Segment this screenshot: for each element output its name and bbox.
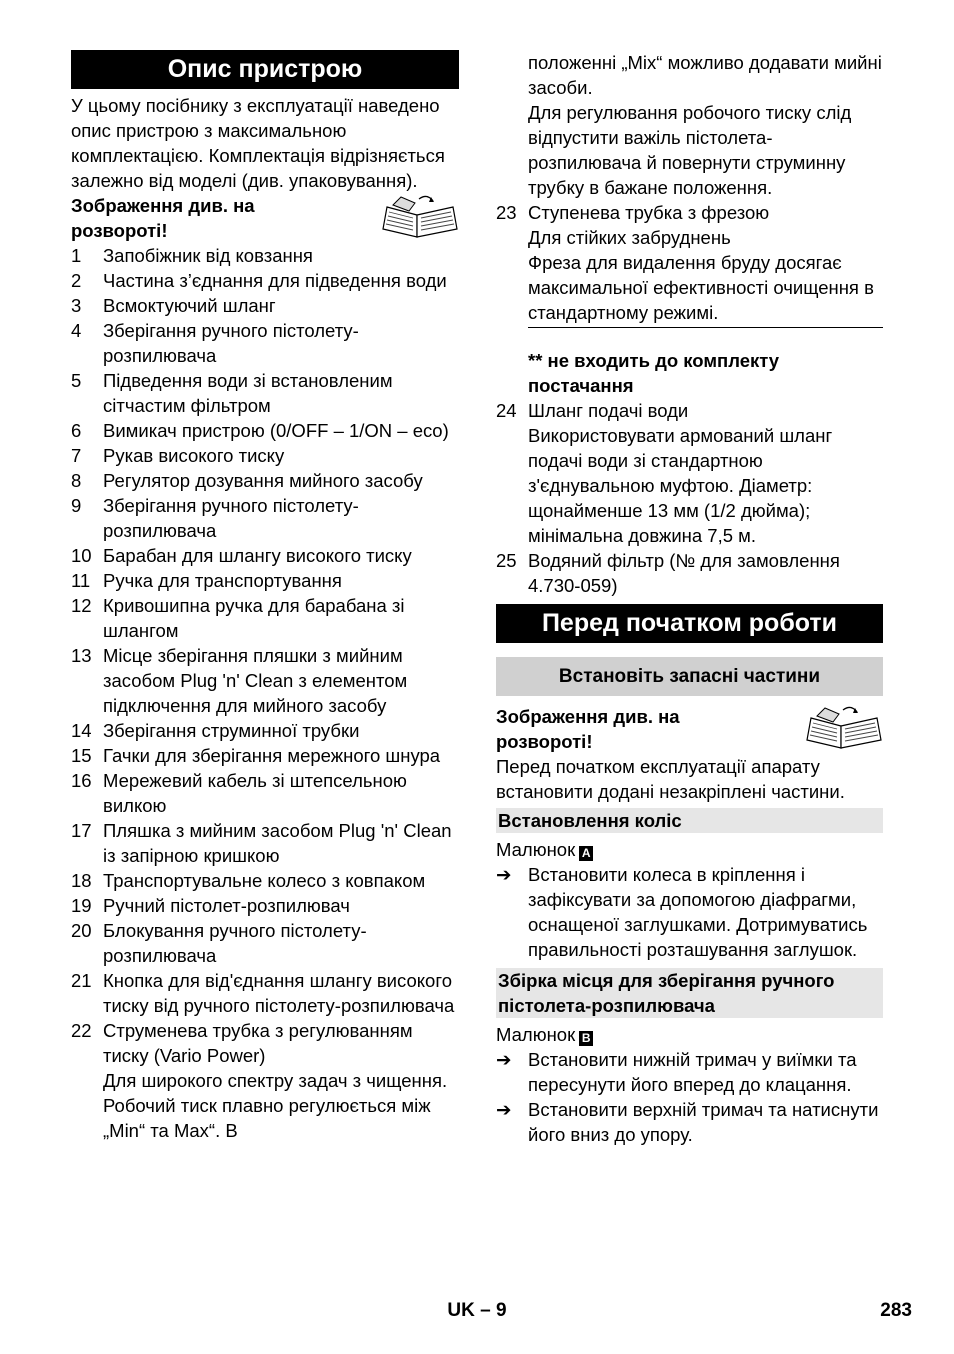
section-heading-before-start: Перед початком роботи <box>496 604 883 643</box>
step-text: Встановити колеса в кріплення і зафіксувати за допомогою діафрагми, оснащеної заглушками. Дотримуватись правильності розташування заглушок. <box>528 864 868 960</box>
arrow-icon: ➔ <box>496 1049 512 1070</box>
item-number: 10 <box>71 545 92 566</box>
divider <box>528 327 883 328</box>
item-number: 23 <box>496 202 517 223</box>
list-item <box>71 243 459 268</box>
item-number: 15 <box>71 745 92 766</box>
item-text: Кнопка для від'єднання шлангу високого тиску від ручного пістолету-розпилювача <box>103 970 455 1016</box>
not-included-note: ** не входить до комплекту постачання <box>528 350 780 396</box>
list-item <box>71 968 459 1018</box>
item-number: 8 <box>71 470 82 491</box>
item-text: Блокування ручного пістолету-розпилювача <box>103 920 367 966</box>
item-text: Ступенева трубка з фрезою <box>528 202 770 223</box>
list-item <box>71 818 459 868</box>
figure-reference-text: Зображення див. на розвороті! <box>496 706 680 752</box>
item-number: 16 <box>71 770 92 791</box>
item-number: 14 <box>71 720 92 741</box>
item-text: Регулятор дозування мийного засобу <box>103 470 423 491</box>
subheading-spare-parts: Встановіть запасні частини <box>496 657 883 696</box>
item-number: 9 <box>71 495 82 516</box>
item-number: 13 <box>71 645 92 666</box>
list-item <box>71 1018 459 1068</box>
figure-label-b <box>496 1022 883 1047</box>
figure-label-text: Малюнок <box>496 1024 576 1045</box>
list-item <box>71 918 459 968</box>
item-text: Підведення води зі встановленим сітчастим фільтром <box>103 370 393 416</box>
item-number: 11 <box>71 570 91 591</box>
item-text: Вимикач пристрою (0/OFF – 1/ON – eco) <box>103 420 449 441</box>
figure-badge-a: A <box>579 846 593 861</box>
item-text: Всмоктуючий шланг <box>103 295 276 316</box>
item-number: 5 <box>71 370 82 391</box>
item-text: Барабан для шлангу високого тиску <box>103 545 412 566</box>
section-heading-description: Опис пристрою <box>71 50 459 89</box>
arrow-icon: ➔ <box>496 864 512 885</box>
list-item <box>71 743 459 768</box>
item-number: 2 <box>71 270 82 291</box>
item-24-description: Використовувати армований шланг подачі води зі стандартною з'єднувальною муфтою. Діаметр: щонайменше 13 мм (1/2 дюйма); мінімальна довжина 7,5 м. <box>528 425 833 546</box>
list-item <box>71 368 459 418</box>
list-item <box>71 468 459 493</box>
item-number: 4 <box>71 320 82 341</box>
right-column <box>496 50 883 1147</box>
item-text: Струменева трубка з регулюванням тиску (Vario Power) <box>103 1020 413 1066</box>
list-item <box>71 593 459 643</box>
step-text: Встановити нижній тримач у виїмки та пересунути його вперед до клацання. <box>528 1049 857 1095</box>
item-number: 1 <box>71 245 82 266</box>
item-22-continuation-2: Для регулювання робочого тиску слід відпустити важіль пістолета-розпилювача й повернути струминну трубку в бажане положення. <box>528 102 852 198</box>
list-item <box>71 418 459 443</box>
item-text: Транспортувальне колесо з ковпаком <box>103 870 426 891</box>
list-item-24 <box>496 398 883 423</box>
holder-step-1 <box>496 1047 883 1097</box>
list-item <box>71 268 459 293</box>
list-item <box>71 768 459 818</box>
list-item <box>71 568 459 593</box>
subheading-wheels: Встановлення коліс <box>496 808 883 833</box>
item-23-description-2: Фреза для видалення бруду досягає максимальної ефективності очищення в стандартному режимі. <box>528 252 874 323</box>
item-22-description: Для широкого спектру задач з чищення. Робочий тиск плавно регулюється між „Min“ та Max“. В <box>103 1070 448 1141</box>
item-number: 18 <box>71 870 92 891</box>
list-item-25 <box>496 548 883 598</box>
figure-badge-b: B <box>579 1031 593 1046</box>
footer-section-label: UK – 9 <box>447 1300 507 1321</box>
wheels-step <box>496 862 883 962</box>
figure-reference <box>71 193 459 243</box>
item-text: Частина з’єднання для підведення води <box>103 270 447 291</box>
item-number: 19 <box>71 895 92 916</box>
item-text: Ручний пістолет-розпилювач <box>103 895 350 916</box>
item-number: 25 <box>496 550 517 571</box>
figure-label-a <box>496 837 883 862</box>
item-23-description-1: Для стійких забруднень <box>528 227 731 248</box>
item-text: Ручка для транспортування <box>103 570 342 591</box>
item-number: 12 <box>71 595 92 616</box>
component-list <box>71 243 459 1068</box>
list-item <box>71 543 459 568</box>
figure-label-text: Малюнок <box>496 839 576 860</box>
open-book-icon <box>803 704 883 750</box>
item-text: Пляшка з мийним засобом Plug 'n' Clean із запірною кришкою <box>103 820 452 866</box>
item-number: 20 <box>71 920 92 941</box>
subheading-holder: Збірка місця для зберігання ручного пістолета-розпилювача <box>496 968 883 1018</box>
list-item <box>71 443 459 468</box>
item-text: Мережевий кабель зі штепсельною вилкою <box>103 770 407 816</box>
item-number: 21 <box>71 970 92 991</box>
item-number: 22 <box>71 1020 92 1041</box>
item-text: Рукав високого тиску <box>103 445 285 466</box>
left-column <box>71 50 459 1143</box>
item-number: 6 <box>71 420 82 441</box>
open-book-icon <box>379 193 459 239</box>
item-text: Запобіжник від ковзання <box>103 245 313 266</box>
item-text: Шланг подачі води <box>528 400 689 421</box>
item-text: Зберігання ручного пістолету-розпилювача <box>103 320 359 366</box>
item-text: Зберігання ручного пістолету-розпилювача <box>103 495 359 541</box>
step-text: Встановити верхній тримач та натиснути його вниз до упору. <box>528 1099 879 1145</box>
intro-paragraph: У цьому посібнику з експлуатації наведено опис пристрою з максимальною комплектацією. Комплектація відрізняється залежно від моделі (див. упаковування). <box>71 95 445 191</box>
list-item <box>71 718 459 743</box>
arrow-icon: ➔ <box>496 1099 512 1120</box>
list-item <box>71 318 459 368</box>
item-number: 7 <box>71 445 82 466</box>
item-number: 17 <box>71 820 92 841</box>
list-item-23 <box>496 200 883 225</box>
list-item <box>71 293 459 318</box>
item-number: 24 <box>496 400 517 421</box>
item-text: Місце зберігання пляшки з мийним засобом Plug 'n' Clean з елементом підключення для мийного засобу <box>103 645 408 716</box>
item-text: Зберігання струминної трубки <box>103 720 360 741</box>
install-intro: Перед початком експлуатації апарату встановити додані незакріплені частини. <box>496 756 845 802</box>
item-22-continuation: положенні „Mix“ можливо додавати мийні засоби. <box>528 52 882 98</box>
item-number: 3 <box>71 295 82 316</box>
list-item <box>71 868 459 893</box>
item-text: Водяний фільтр (№ для замовлення 4.730-059) <box>528 550 840 596</box>
page-number: 283 <box>880 1300 912 1321</box>
holder-step-2 <box>496 1097 883 1147</box>
figure-reference-text: Зображення див. на розвороті! <box>71 195 255 241</box>
item-text: Гачки для зберігання мережного шнура <box>103 745 441 766</box>
list-item <box>71 893 459 918</box>
figure-reference-2 <box>496 704 883 754</box>
list-item <box>71 493 459 543</box>
item-text: Кривошипна ручка для барабана зі шлангом <box>103 595 405 641</box>
list-item <box>71 643 459 718</box>
